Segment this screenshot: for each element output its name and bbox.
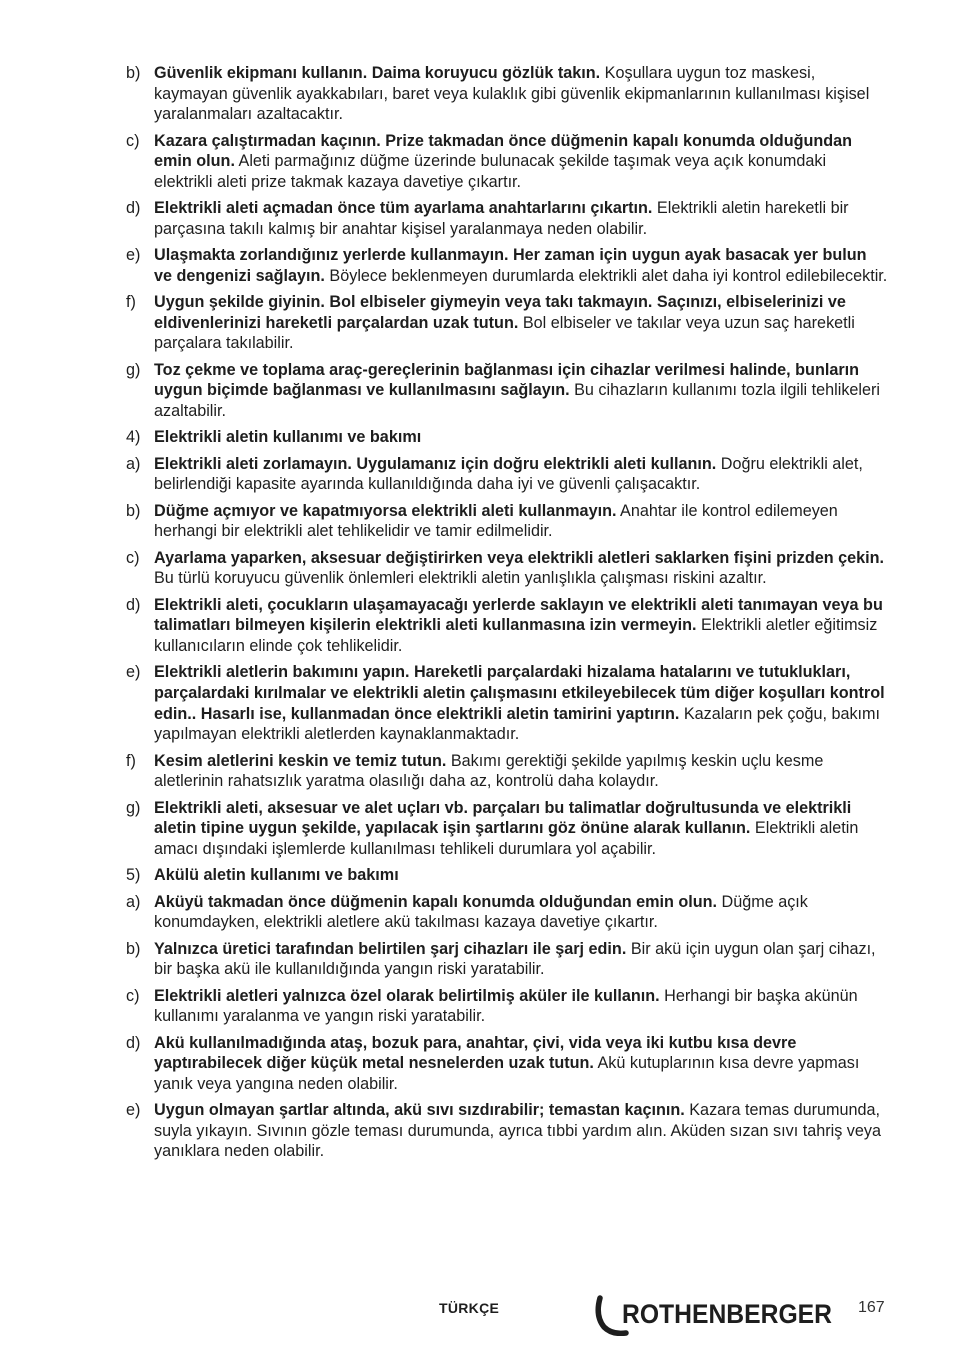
item-explanation: Doğru elektrikli alet, belirlendiği kapasite ayarında kullanıldığında daha iyi ve güvenli çalışacaktır. bbox=[154, 454, 863, 494]
list-item bbox=[126, 986, 888, 1027]
item-label: c) bbox=[126, 986, 140, 1005]
item-explanation: Bol elbiseler ve takılar veya uzun saç hareketli parçalara takılabilir. bbox=[154, 313, 855, 353]
item-label: f) bbox=[126, 751, 136, 770]
item-instruction: Elektrikli aleti, çocukların ulaşamayacağı yerlerde saklayın ve elektrikli aleti tanımayan veya bu talimatları bilmeyen kişilerin elektrikli aleti kullanmasına izin vermeyin. bbox=[154, 595, 883, 635]
item-instruction: Akü kullanılmadığında ataş, bozuk para, anahtar, çivi, vida veya iki kutbu kısa devre yaptırabilecek diğer küçük metal nesnelerden uzak tutun. bbox=[154, 1033, 797, 1073]
item-label: d) bbox=[126, 595, 141, 614]
item-label: g) bbox=[126, 360, 141, 379]
list-item bbox=[126, 1033, 888, 1095]
item-label: b) bbox=[126, 939, 141, 958]
list-item bbox=[126, 198, 888, 239]
item-explanation: Elektrikli aletin amacı dışındaki işlemlerde kullanılması tehlikeli durumlara yol açabilir. bbox=[154, 819, 859, 858]
item-text bbox=[154, 1033, 888, 1095]
list-item bbox=[126, 292, 888, 354]
safety-list-personal bbox=[126, 63, 888, 421]
item-label: g) bbox=[126, 798, 141, 817]
item-text bbox=[154, 548, 888, 589]
safety-list-battery-tool bbox=[126, 892, 888, 1162]
item-label: e) bbox=[126, 663, 141, 682]
item-text bbox=[154, 360, 888, 422]
item-text bbox=[154, 131, 888, 193]
section-title: Akülü aletin kullanımı ve bakımı bbox=[154, 866, 399, 885]
item-instruction: Kazara çalıştırmadan kaçının. Prize takmadan önce düğmenin kapalı konumda olduğundan emin olun. bbox=[154, 131, 853, 171]
item-label: b) bbox=[126, 64, 141, 82]
item-text bbox=[154, 662, 888, 744]
section-title: Elektrikli aletin kullanımı ve bakımı bbox=[154, 428, 422, 447]
list-item bbox=[126, 454, 888, 495]
section-number: 4) bbox=[126, 428, 141, 447]
item-explanation: Bu cihazların kullanımı tozla ilgili tehlikeleri azaltabilir. bbox=[154, 381, 881, 420]
item-instruction: Yalnızca üretici tarafından belirtilen şarj cihazları ile şarj edin. bbox=[154, 939, 627, 958]
item-instruction: Elektrikli aleti açmadan önce tüm ayarlama anahtarlarını çıkartın. bbox=[154, 199, 653, 218]
list-item bbox=[126, 360, 888, 422]
item-text bbox=[154, 1100, 888, 1162]
list-item bbox=[126, 245, 888, 286]
item-text bbox=[154, 501, 888, 542]
list-item bbox=[126, 798, 888, 860]
item-explanation: Anahtar ile kontrol edilemeyen herhangi bir elektrikli alet tehlikelidir ve tamir edilmelidir. bbox=[154, 501, 838, 541]
item-text bbox=[154, 63, 888, 125]
item-instruction: Elektrikli aleti, aksesuar ve alet uçları vb. parçaları bu talimatlar doğrultusunda ve elektrikli aletin tipine uygun şekilde, yapılacak işin şartlarını göz önüne alarak kullanın. bbox=[154, 798, 852, 838]
item-explanation: Elektrikli aletler eğitimsiz kullanıcıların elinde çok tehlikelidir. bbox=[154, 616, 878, 656]
item-instruction: Toz çekme ve toplama araç-gereçlerinin bağlanması için cihazlar verilmesi halinde, bunların uygun biçimde bağlanması ve kullanılmasını sağlayın. bbox=[154, 360, 860, 400]
item-text bbox=[154, 198, 888, 239]
item-text bbox=[154, 939, 888, 980]
item-label: a) bbox=[126, 454, 141, 473]
item-label: d) bbox=[126, 199, 141, 218]
item-text bbox=[154, 892, 888, 933]
item-explanation: Koşullara uygun toz maskesi, kaymayan güvenlik ayakkabıları, baret veya kulaklık gibi güvenlik ekipmanlarının kullanılması kişisel yaralanmaları azaltacaktır. bbox=[154, 64, 870, 124]
list-item bbox=[126, 751, 888, 792]
safety-list-power-tool bbox=[126, 454, 888, 859]
item-explanation: Elektrikli aletin hareketli bir parçasına takılı kalmış bir anahtar kişisel yaralanmaya neden olabilir. bbox=[154, 199, 849, 238]
item-label: c) bbox=[126, 548, 140, 567]
item-label: e) bbox=[126, 1101, 141, 1120]
item-instruction: Güvenlik ekipmanı kullanın. Daima koruyucu gözlük takın. bbox=[154, 64, 601, 82]
item-instruction: Düğme açmıyor ve kapatmıyorsa elektrikli aleti kullanmayın. bbox=[154, 501, 617, 520]
document-body bbox=[126, 63, 888, 1168]
item-instruction: Elektrikli aletlerin bakımını yapın. Hareketli parçalardaki hizalama hatalarını ve tutuklukları, parçalardaki kırılmalar ve elektrikli aletin çalışmasını etkileyebilecek tüm diğer koşulları kontrol edin.. Hasarlı ise, kullanmadan önce elektrikli aletin tamirini yaptırın. bbox=[154, 663, 885, 723]
brand-name: ROTHENBERGER bbox=[622, 1299, 832, 1329]
item-text bbox=[154, 595, 888, 657]
item-label: c) bbox=[126, 131, 140, 150]
item-text bbox=[154, 245, 888, 286]
item-instruction: Aküyü takmadan önce düğmenin kapalı konumda olduğundan emin olun. bbox=[154, 892, 718, 911]
item-instruction: Uygun şekilde giyinin. Bol elbiseler giymeyin veya takı takmayın. Saçınızı, elbiselerinizi ve eldivenlerinizi hareketli parçalardan uzak tutun. bbox=[154, 293, 846, 332]
list-item bbox=[126, 131, 888, 193]
list-item bbox=[126, 1100, 888, 1162]
item-explanation: Kazara temas durumunda, suyla yıkayın. Sıvının gözle teması durumunda, ayrıca tıbbi yardım alın. Aküden sızan sıvı tahriş veya yanıklara neden olabilir. bbox=[154, 1101, 881, 1161]
item-explanation: Böylece beklenmeyen durumlarda elektrikli alet daha iyi kontrol edilebilecektir. bbox=[324, 266, 888, 285]
item-explanation: Aleti parmağınız düğme üzerinde bulunacak şekilde taşımak veya açık konumdaki elektrikli aleti prize takmak kazaya davetiye çıkartır. bbox=[154, 152, 827, 191]
item-instruction: Elektrikli aletleri yalnızca özel olarak belirtilmiş aküler ile kullanın. bbox=[154, 986, 660, 1005]
item-text bbox=[154, 454, 888, 495]
page-number: 167 bbox=[858, 1299, 885, 1316]
item-label: d) bbox=[126, 1033, 141, 1052]
item-text bbox=[154, 986, 888, 1027]
item-instruction: Uygun olmayan şartlar altında, akü sıvı sızdırabilir; temastan kaçının. bbox=[154, 1101, 685, 1120]
list-item bbox=[126, 63, 888, 125]
item-explanation: Bakımı gerektiği şekilde yapılmış keskin uçlu kesme aletlerinin rahatsızlık yaratma olasılığı daha az, kontrolü daha kolaydır. bbox=[154, 751, 824, 791]
item-instruction: Ayarlama yaparken, aksesuar değiştirirken veya elektrikli aletleri saklarken fişini prizden çekin. bbox=[154, 548, 885, 567]
item-explanation: Düğme açık konumdayken, elektrikli aletlere akü takılması kazaya davetiye çıkartır. bbox=[154, 892, 808, 932]
item-label: a) bbox=[126, 892, 141, 911]
item-label: f) bbox=[126, 293, 136, 312]
item-text bbox=[154, 292, 888, 354]
item-instruction: Ulaşmakta zorlandığınız yerlerde kullanmayın. Her zaman için uygun ayak basacak yer bulun ve dengenizi sağlayın. bbox=[154, 246, 867, 285]
item-explanation: Herhangi bir başka akünün kullanımı yaralanma ve yangın riski yaratabilir. bbox=[154, 986, 858, 1026]
item-explanation: Bir akü için uygun olan şarj cihazı, bir başka akü ile kullanıldığında yangın riski yaratabilir. bbox=[154, 939, 876, 979]
item-label: e) bbox=[126, 246, 141, 265]
item-explanation: Bu türlü koruyucu güvenlik önlemleri elektrikli aletin yanlışlıkla çalışması riskini azaltır. bbox=[154, 569, 767, 588]
rothenberger-logo bbox=[594, 1294, 836, 1336]
footer-language: TÜRKÇE bbox=[439, 1300, 500, 1316]
item-label: b) bbox=[126, 501, 141, 520]
item-instruction: Elektrikli aleti zorlamayın. Uygulamanız için doğru elektrikli aleti kullanın. bbox=[154, 454, 717, 473]
list-item bbox=[126, 892, 888, 933]
item-text bbox=[154, 798, 888, 860]
item-text bbox=[154, 751, 888, 792]
item-instruction: Kesim aletlerini keskin ve temiz tutun. bbox=[154, 751, 447, 770]
list-item bbox=[126, 548, 888, 589]
section-number: 5) bbox=[126, 866, 141, 885]
list-item bbox=[126, 939, 888, 980]
section-heading-4 bbox=[126, 427, 888, 448]
list-item bbox=[126, 662, 888, 744]
list-item bbox=[126, 595, 888, 657]
item-explanation: Kazaların pek çoğu, bakımı yapılmayan elektrikli aletlerden kaynaklanmaktadır. bbox=[154, 704, 881, 744]
list-item bbox=[126, 501, 888, 542]
section-heading-5 bbox=[126, 865, 888, 886]
item-explanation: Akü kutuplarının kısa devre yapması yanık veya yangına neden olabilir. bbox=[154, 1054, 860, 1093]
